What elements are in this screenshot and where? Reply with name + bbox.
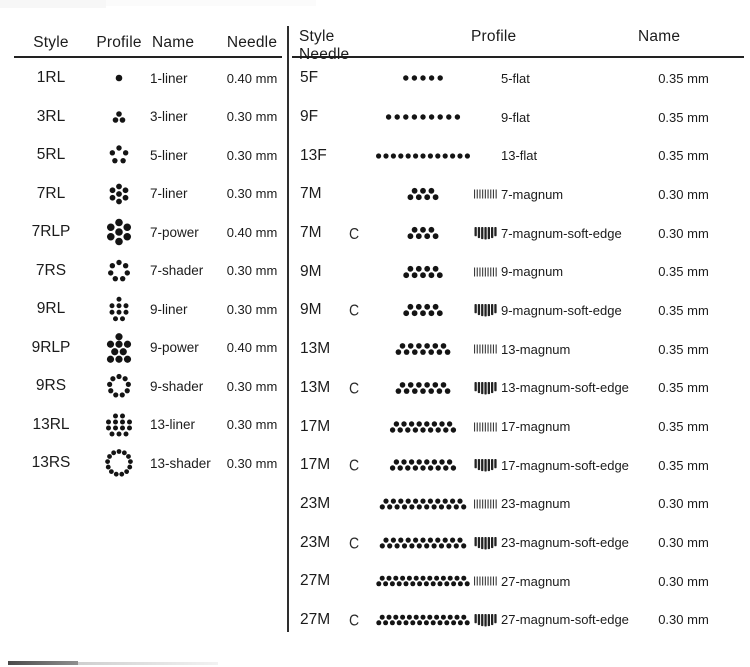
style-code: 9M: [300, 301, 322, 319]
profile-dots: [375, 179, 471, 209]
needle-diameter: 0.35 mm: [658, 341, 709, 357]
needle-diameter: 0.30 mm: [226, 186, 278, 202]
profile-dots: [88, 444, 150, 482]
profile-dots: [375, 141, 471, 171]
straight-bars-icon: [471, 573, 501, 589]
needle-name: 7-magnum-soft-edge: [501, 225, 622, 241]
style-code: 7M: [300, 224, 322, 242]
needle-name: 7-liner: [150, 186, 188, 202]
needle-name: 9-shader: [150, 378, 204, 394]
left-table-rows: [0, 59, 288, 483]
needle-profile-dots: [89, 59, 149, 97]
style-code: 1RL: [36, 69, 66, 87]
soft-edge-symbol: C: [349, 301, 360, 320]
needle-name: 13-shader: [150, 455, 211, 471]
needle-profile-dots: [375, 179, 471, 209]
profile-dots: [375, 257, 471, 287]
straight-bars-icon: [471, 419, 501, 435]
right-table-header: [289, 28, 750, 63]
table-row: [0, 444, 288, 483]
bars-icon-cell: [471, 264, 501, 280]
bars-icon-cell: [471, 419, 501, 435]
style-code: 23M: [300, 533, 331, 551]
straight-bars-icon: [471, 186, 501, 202]
table-row: [289, 291, 750, 330]
needle-profile-dots: [89, 367, 149, 405]
style-code: 13F: [300, 146, 327, 164]
needle-profile-dots: [89, 175, 149, 213]
soft-edge-bars-icon: [471, 380, 501, 396]
profile-dots: [88, 329, 150, 367]
table-row: [289, 175, 750, 214]
needle-diameter: 0.35 mm: [658, 457, 709, 473]
table-row: [289, 98, 750, 137]
needle-diameter: 0.35 mm: [658, 148, 709, 164]
left-header-rule: [14, 56, 282, 58]
needle-name: 9-magnum: [501, 264, 564, 280]
profile-dots: [375, 489, 471, 519]
table-row: [0, 136, 288, 175]
needle-profile-dots: [89, 213, 149, 251]
soft-edge-bars-icon: [471, 457, 501, 473]
table-row: [0, 98, 288, 137]
round-needles-table: [0, 28, 288, 483]
needle-diameter: 0.35 mm: [658, 70, 709, 86]
needle-name: 13-flat: [501, 148, 538, 164]
needle-diameter: 0.30 mm: [658, 225, 709, 241]
needle-name: 5-liner: [150, 147, 188, 163]
needle-profile-dots: [375, 373, 471, 403]
style-code: 9RS: [35, 377, 67, 395]
table-row: [289, 369, 750, 408]
bars-icon-cell: [471, 612, 501, 628]
needle-diameter: 0.30 mm: [226, 417, 278, 433]
soft-edge-bars-icon: [471, 302, 501, 318]
needle-diameter: 0.30 mm: [658, 535, 709, 551]
soft-edge-bars-icon: [471, 612, 501, 628]
profile-dots: [375, 295, 471, 325]
style-code: 17M: [300, 456, 331, 474]
needle-diameter: 0.40 mm: [226, 224, 278, 240]
needle-name: 23-magnum-soft-edge: [501, 535, 629, 551]
profile-dots: [375, 528, 471, 558]
needle-diameter: 0.35 mm: [658, 109, 709, 125]
needle-profile-dots: [89, 136, 149, 174]
table-row: [0, 290, 288, 329]
needle-profile-dots: [375, 566, 471, 596]
profile-dots: [88, 213, 150, 251]
needle-name: 27-magnum: [501, 573, 571, 589]
needle-name: 23-magnum: [501, 496, 571, 512]
style-code: 13M: [300, 340, 331, 358]
style-code: 5F: [300, 69, 319, 87]
right-header-profile: Profile: [471, 28, 517, 45]
style-code: 13M: [300, 378, 331, 396]
needle-diameter: 0.30 mm: [658, 186, 709, 202]
bars-icon-cell: [471, 225, 501, 241]
needle-profile-dots: [89, 98, 149, 136]
profile-dots: [88, 367, 150, 405]
needle-name: 1-liner: [150, 70, 188, 86]
right-table-rows: [289, 59, 750, 639]
style-code: 23M: [300, 494, 331, 512]
needle-diameter: 0.30 mm: [226, 455, 278, 471]
table-row: [289, 214, 750, 253]
needle-name: 9-flat: [501, 109, 530, 125]
needle-profile-dots: [89, 290, 149, 328]
bars-icon-cell: [471, 457, 501, 473]
needle-profile-dots: [375, 63, 471, 93]
style-code: 7RLP: [31, 223, 71, 241]
right-header-needle: Needle: [299, 46, 350, 63]
needle-name: 9-power: [150, 340, 199, 356]
profile-dots: [88, 98, 150, 136]
profile-dots: [375, 566, 471, 596]
bars-icon-cell: [471, 496, 501, 512]
style-code: 13RL: [32, 415, 70, 433]
bars-icon-cell: [471, 341, 501, 357]
left-header-name: Name: [152, 34, 195, 51]
left-header-style: Style: [33, 34, 69, 51]
style-code: 7M: [300, 185, 322, 203]
style-code: 7RL: [36, 184, 66, 202]
table-row: [289, 136, 750, 175]
flat-magnum-needles-table: [289, 28, 750, 639]
profile-dots: [375, 63, 471, 93]
profile-dots: [375, 605, 471, 635]
needle-diameter: 0.35 mm: [658, 380, 709, 396]
table-row: [289, 562, 750, 601]
table-row: [289, 330, 750, 369]
needle-profile-dots: [375, 334, 471, 364]
table-row: [289, 407, 750, 446]
needle-profile-dots: [375, 412, 471, 442]
style-code: 7RS: [35, 261, 67, 279]
needle-profile-dots: [375, 450, 471, 480]
table-row: [0, 367, 288, 406]
table-row: [0, 213, 288, 252]
needle-diameter: 0.40 mm: [226, 70, 278, 86]
needle-diameter: 0.35 mm: [658, 302, 709, 318]
needle-diameter: 0.30 mm: [226, 147, 278, 163]
needle-name: 13-liner: [150, 417, 196, 433]
left-table-header: [0, 28, 288, 52]
profile-dots: [88, 406, 150, 444]
needle-profile-dots: [375, 605, 471, 635]
needle-diameter: 0.40 mm: [226, 340, 278, 356]
soft-edge-symbol: C: [349, 378, 360, 398]
needle-name: 13-magnum: [501, 341, 571, 357]
needle-profile-dots: [375, 218, 471, 248]
needle-profile-dots: [89, 252, 149, 290]
table-row: [289, 59, 750, 98]
profile-dots: [88, 252, 150, 290]
needle-name: 17-magnum: [501, 419, 571, 435]
needle-name: 7-shader: [150, 263, 204, 279]
needle-diameter: 0.30 mm: [226, 263, 278, 279]
soft-edge-symbol: C: [349, 610, 360, 630]
bars-icon-cell: [471, 380, 501, 396]
table-row: [289, 252, 750, 291]
table-row: [0, 59, 288, 98]
profile-dots: [375, 102, 471, 132]
style-code: 13RS: [31, 454, 71, 472]
table-row: [289, 446, 750, 485]
needle-name: 5-flat: [501, 70, 530, 86]
needle-diameter: 0.30 mm: [226, 301, 278, 317]
needle-name: 9-liner: [150, 301, 188, 317]
needle-name: 7-magnum: [501, 186, 564, 202]
soft-edge-bars-icon: [471, 535, 501, 551]
needle-name: 7-power: [150, 224, 199, 240]
straight-bars-icon: [471, 496, 501, 512]
style-code: 17M: [300, 417, 331, 435]
scan-artifact-top-light: [106, 0, 316, 6]
bars-icon-cell: [471, 186, 501, 202]
straight-bars-icon: [471, 341, 501, 357]
table-row: [289, 601, 750, 640]
style-code: 9F: [300, 108, 319, 126]
needle-diameter: 0.30 mm: [658, 573, 709, 589]
needle-profile-dots: [375, 489, 471, 519]
needle-diameter: 0.30 mm: [658, 612, 709, 628]
needle-profile-dots: [375, 257, 471, 287]
table-row: [289, 523, 750, 562]
left-header-profile: Profile: [96, 34, 142, 51]
scan-artifact-top: [0, 0, 106, 8]
style-code: 9RL: [36, 300, 66, 318]
needle-profile-dots: [375, 102, 471, 132]
needle-name: 13-magnum-soft-edge: [501, 380, 629, 396]
table-row: [289, 485, 750, 524]
soft-edge-symbol: C: [349, 456, 360, 475]
bars-icon-cell: [471, 535, 501, 551]
needle-name: 9-magnum-soft-edge: [501, 302, 622, 318]
needle-profile-dots: [89, 444, 149, 482]
needle-name: 3-liner: [150, 109, 188, 125]
profile-dots: [375, 334, 471, 364]
profile-dots: [375, 412, 471, 442]
profile-dots: [88, 175, 150, 213]
profile-dots: [375, 450, 471, 480]
style-code: 9RLP: [31, 338, 71, 356]
left-header-needle: Needle: [226, 34, 278, 51]
scan-artifact-bottom-dark: [8, 661, 78, 665]
profile-dots: [375, 218, 471, 248]
profile-dots: [375, 373, 471, 403]
profile-dots: [88, 290, 150, 328]
style-code: 5RL: [36, 146, 66, 164]
profile-dots: [88, 59, 150, 97]
needle-diameter: 0.30 mm: [226, 109, 278, 125]
right-header-style: Style: [299, 28, 335, 45]
needle-profile-dots: [375, 295, 471, 325]
needle-profile-dots: [375, 528, 471, 558]
scan-artifact-bottom-light: [78, 662, 218, 665]
right-header-name: Name: [638, 28, 681, 45]
style-code: 27M: [300, 610, 331, 628]
needle-diameter: 0.30 mm: [226, 378, 278, 394]
soft-edge-symbol: C: [349, 533, 360, 552]
soft-edge-bars-icon: [471, 225, 501, 241]
soft-edge-symbol: C: [349, 223, 360, 243]
bars-icon-cell: [471, 302, 501, 318]
needle-profile-dots: [89, 406, 149, 444]
needle-diameter: 0.30 mm: [658, 496, 709, 512]
table-row: [0, 252, 288, 291]
style-code: 3RL: [36, 107, 66, 125]
needle-name: 27-magnum-soft-edge: [501, 612, 629, 628]
style-code: 27M: [300, 572, 331, 590]
needle-profile-dots: [375, 141, 471, 171]
table-row: [0, 329, 288, 368]
needle-profile-dots: [89, 329, 149, 367]
profile-dots: [88, 136, 150, 174]
bars-icon-cell: [471, 573, 501, 589]
style-code: 9M: [300, 262, 322, 280]
needle-diameter: 0.35 mm: [658, 264, 709, 280]
needle-name: 17-magnum-soft-edge: [501, 457, 629, 473]
straight-bars-icon: [471, 264, 501, 280]
needle-diameter: 0.35 mm: [658, 419, 709, 435]
table-row: [0, 406, 288, 445]
table-row: [0, 175, 288, 214]
